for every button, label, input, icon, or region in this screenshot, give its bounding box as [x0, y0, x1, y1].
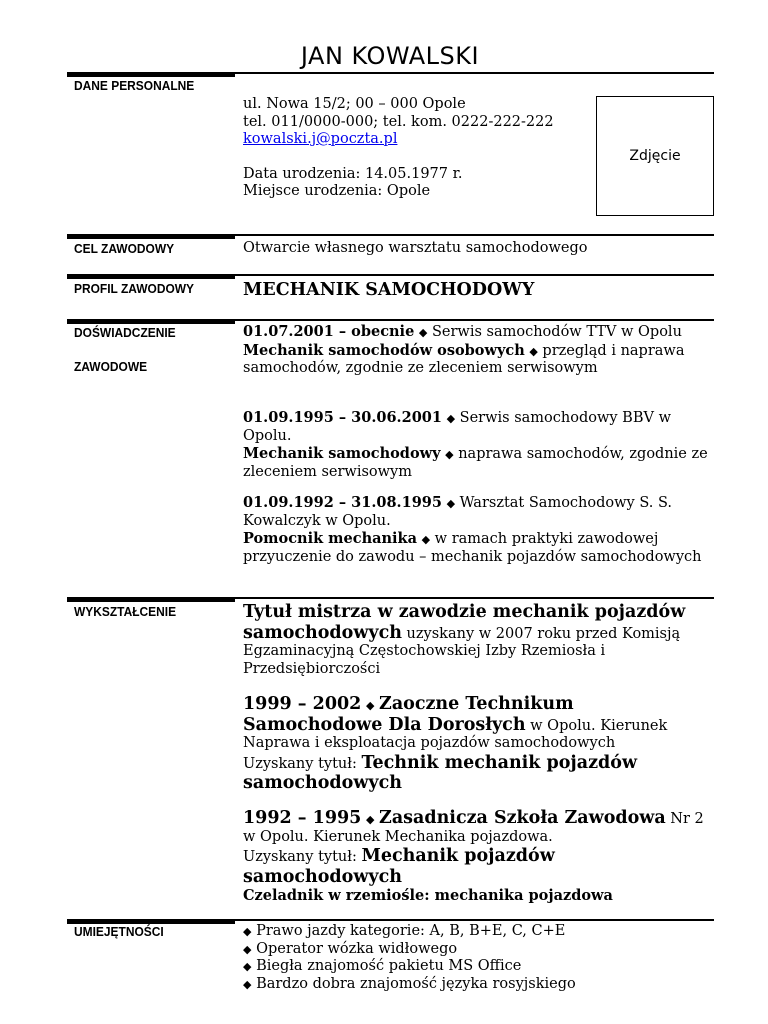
school-title: Technik mechanik pojazdów samochodowych [243, 752, 638, 793]
experience-employer: Serwis samochodowy BBV w Opolu. [243, 410, 671, 444]
school-details: w Opolu. Kierunek Naprawa i eksploatacja pojazdów samochodowych [243, 717, 668, 751]
bullet-icon: ◆ [365, 699, 375, 712]
experience-dates: 01.07.2001 – obecnie [243, 323, 415, 340]
school-years: 1992 – 1995 [243, 808, 362, 828]
title-prefix: Uzyskany tytuł: [243, 755, 362, 772]
experience-position: Pomocnik mechanika [243, 530, 417, 547]
section-label-education: WYKSZTAŁCENIE [74, 604, 177, 619]
skills-list [243, 923, 576, 993]
bullet-icon: ◆ [529, 344, 538, 358]
section-label-personal: DANE PERSONALNE [74, 78, 195, 93]
master-title: Tytuł mistrza w zawodzie mechanik pojazdów samochodowych [243, 602, 686, 643]
experience-entry [243, 409, 713, 481]
profile-text: MECHANIK SAMOCHODOWY [243, 280, 535, 300]
bullet-icon: ◆ [446, 412, 456, 425]
skill-text: Prawo jazdy kategorie: A, B, B+E, C, C+E [256, 923, 566, 939]
school-name: Zasadnicza Szkoła Zawodowa [379, 808, 666, 828]
experience-employer: Warsztat Samochodowy S. S. Kowalczyk w Opolu. [243, 495, 672, 529]
address: ul. Nowa 15/2; 00 – 000 Opole [243, 96, 466, 112]
school-years: 1999 – 2002 [243, 694, 362, 714]
phones: tel. 011/0000-000; tel. kom. 0222-222-222 [243, 113, 554, 130]
experience-duties: przegląd i naprawa samochodów, zgodnie ze zleceniem serwisowym [243, 342, 685, 376]
bullet-icon: ◆ [243, 925, 252, 938]
personal-details [243, 96, 554, 201]
education-school [243, 694, 713, 794]
bullet-icon: ◆ [421, 533, 431, 546]
bullet-icon: ◆ [243, 960, 252, 973]
skill-text: Bardzo dobra znajomość języka rosyjskiego [256, 975, 576, 992]
experience-entry [243, 323, 713, 378]
school-extra: Czeladnik w rzemiośle: mechanika pojazdowa [243, 887, 613, 904]
education-school [243, 808, 713, 906]
section-label-experience-1: DOŚWIADCZENIE [74, 325, 176, 340]
section-divider-thick [67, 274, 235, 279]
experience-employer: Serwis samochodów TTV w Opolu [427, 324, 682, 340]
email-link[interactable]: kowalski.j@poczta.pl [243, 131, 398, 147]
experience-entry [243, 494, 713, 566]
birth-date: Data urodzenia: 14.05.1977 r. [243, 165, 463, 182]
bullet-icon: ◆ [243, 942, 252, 956]
bullet-icon: ◆ [243, 977, 252, 991]
experience-position: Mechanik samochodów osobowych [243, 341, 525, 359]
experience-dates: 01.09.1995 – 30.06.2001 [243, 409, 442, 426]
section-divider-thick [67, 72, 235, 77]
list-item [243, 923, 576, 941]
section-label-profile: PROFIL ZAWODOWY [74, 281, 195, 296]
bullet-icon: ◆ [418, 326, 428, 339]
education-master [243, 602, 713, 678]
section-label-experience-2: ZAWODOWE [74, 359, 148, 374]
birth-place: Miejsce urodzenia: Opole [243, 183, 431, 199]
list-item [243, 958, 576, 976]
bullet-icon: ◆ [445, 448, 454, 461]
list-item [243, 941, 576, 959]
bullet-icon: ◆ [365, 813, 375, 826]
candidate-name: JAN KOWALSKI [300, 42, 480, 70]
section-divider-thick [67, 234, 235, 239]
school-name: Zaoczne Technikum Samochodowe Dla Dorosłych [243, 694, 574, 735]
bullet-icon: ◆ [446, 497, 456, 510]
school-details: Nr 2 w Opolu. Kierunek Mechanika pojazdowa. [243, 811, 704, 845]
experience-duties: naprawa samochodów, zgodnie ze zleceniem serwisowym [243, 446, 708, 480]
skill-text: Biegła znajomość pakietu MS Office [256, 958, 522, 974]
photo-label: Zdjęcie [629, 148, 681, 164]
photo-placeholder [596, 96, 714, 216]
master-details: uzyskany w 2007 roku przed Komisją Egzaminacyjną Częstochowskiej Izby Rzemiosła i Przedsiębiorczości [243, 625, 681, 677]
section-divider-thick [67, 319, 235, 324]
section-label-goal: CEL ZAWODOWY [74, 241, 175, 256]
goal-text: Otwarcie własnego warsztatu samochodowego [243, 240, 588, 256]
title-prefix: Uzyskany tytuł: [243, 849, 362, 865]
experience-duties: w ramach praktyki zawodowej przyuczenie do zawodu – mechanik pojazdów samochodowych [243, 531, 702, 565]
experience-dates: 01.09.1992 – 31.08.1995 [243, 494, 442, 511]
school-title: Mechanik pojazdów samochodowych [243, 846, 555, 887]
skill-text: Operator wózka widłowego [256, 940, 458, 957]
experience-position: Mechanik samochodowy [243, 445, 441, 462]
list-item [243, 976, 576, 994]
section-divider-thick [67, 597, 235, 602]
section-label-skills: UMIEJĘTNOŚCI [74, 924, 164, 939]
